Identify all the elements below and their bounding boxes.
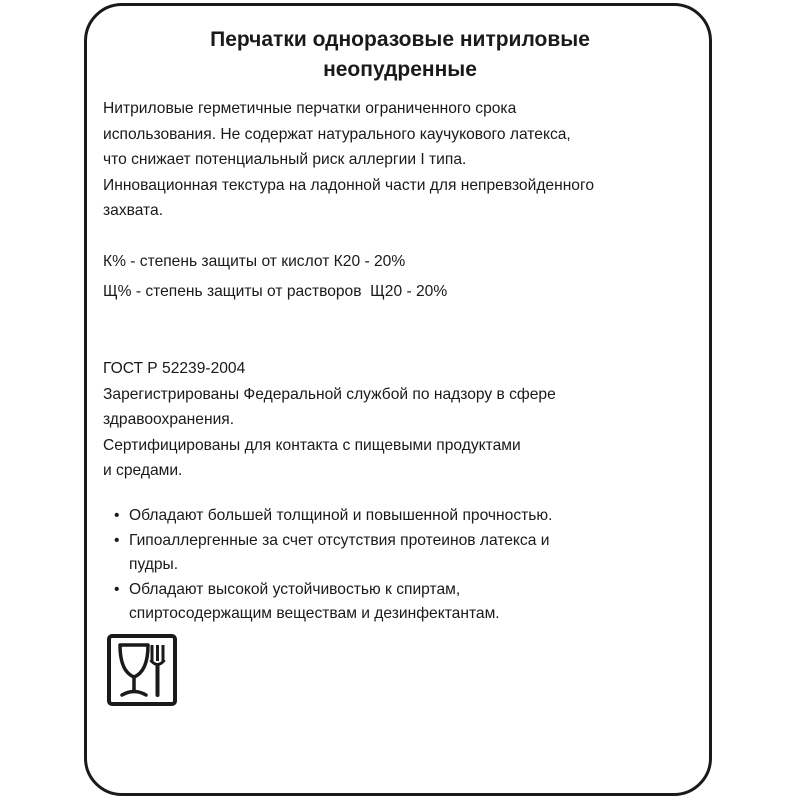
glass-fork-icon [106, 633, 178, 707]
certification-paragraph [103, 356, 703, 484]
list-item-text: Обладают высокой устойчивостью к спиртам, [129, 580, 461, 598]
description-line: что снижает потенциальный риск аллергии I типа. [103, 151, 467, 168]
list-item-text: Обладают большей толщиной и повышенной прочностью. [129, 507, 553, 524]
list-item-text: Гипоаллергенные за счет отсутствия протеинов латекса и [129, 531, 550, 549]
list-item [110, 578, 690, 627]
protection-levels [103, 247, 703, 307]
description-line: использования. Не содержат натурального каучукового латекса, [103, 125, 571, 143]
certification-line: и средами. [103, 462, 183, 479]
description-line: Нитриловые герметичные перчатки ограниченного срока [103, 100, 517, 117]
bullet-icon: • [114, 531, 120, 549]
list-item [110, 529, 690, 578]
certification-line: Зарегистрированы Федеральной службой по надзору в сфере [103, 385, 556, 403]
features-list [110, 504, 690, 627]
certification-line: здравоохранения. [103, 411, 235, 428]
list-item-text: пудры. [129, 556, 179, 573]
gost-standard: ГОСТ Р 52239-2004 [103, 360, 246, 377]
alkali-protection-line: Щ% - степень защиты от растворов Щ20 - 20% [103, 283, 448, 300]
title-line-1: Перчатки одноразовые нитриловые [210, 28, 590, 51]
bullet-icon: • [114, 507, 120, 524]
list-item-text: спиртосодержащим веществам и дезинфектантам. [129, 605, 500, 622]
certification-line: Сертифицированы для контакта с пищевыми продуктами [103, 436, 521, 454]
acid-protection-line: К% - степень защиты от кислот К20 - 20% [103, 253, 406, 270]
description-paragraph [103, 96, 703, 224]
description-line: захвата. [103, 202, 164, 219]
bullet-icon: • [114, 580, 120, 598]
list-item [110, 504, 690, 529]
title-line-2: неопудренные [323, 58, 477, 81]
description-line: Инновационная текстура на ладонной части для непревзойденного [103, 176, 594, 194]
page-title [0, 25, 800, 85]
